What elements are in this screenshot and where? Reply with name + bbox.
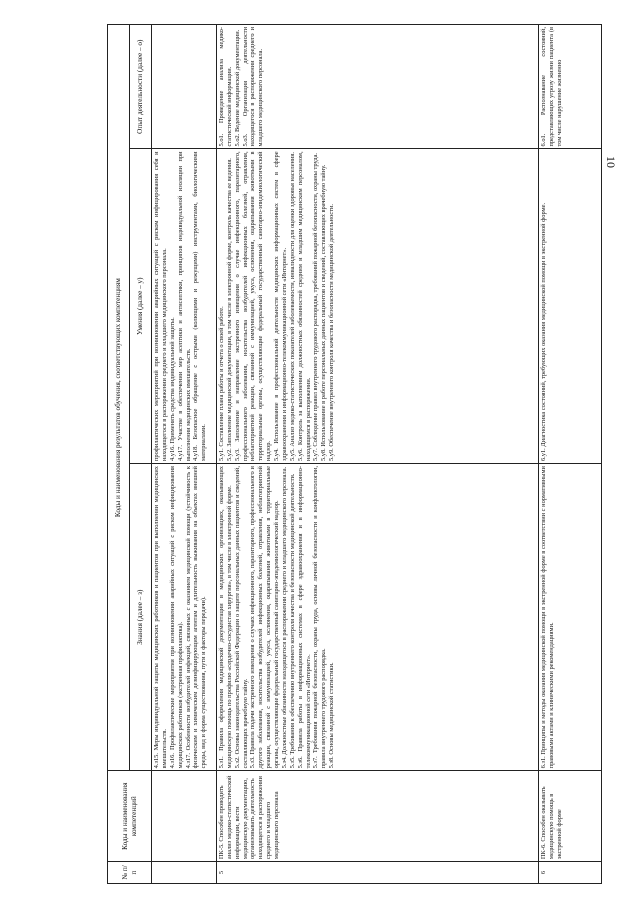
- result-item: 6.з1. Принципы и методы оказания медицинской помощи в экстренной форме в соответствии с нормативными правовыми актами и клиническими рекомендациями.: [540, 466, 556, 769]
- table-row: [216, 25, 538, 884]
- table-row: [152, 25, 217, 884]
- result-item: 6.о1. Распознавание состояний, представляющих угрозу жизни пациента (в том числе нарушение жизненно: [540, 27, 563, 147]
- result-item: 5.о1. Проведение анализа медико-статистической информации.: [217, 27, 233, 147]
- result-item: 4.з16. Профилактические мероприятия при возникновении аварийных ситуаций с риском инфицирования медицинских работников (экстренная профилактика).: [168, 466, 184, 769]
- result-item: 4.з15. Меры индивидуальной защиты медицинских работников и пациентов при выполнении медицинских вмешательств.: [153, 466, 168, 769]
- page-number: 10: [604, 156, 618, 168]
- skills-cell: [216, 149, 538, 464]
- row-number: [152, 862, 217, 884]
- result-item: 5.у2. Заполнение медицинской документации, в том числе в электронной форме, контроль качества ее ведения.: [225, 158, 233, 462]
- result-item: 4.у18. Безопасное обращение с острыми (колющими и режущими) инструментами, биологическими материалами.: [192, 151, 208, 462]
- result-item: 5.у1. Составление плана работы и отчета о своей работе.: [217, 306, 225, 462]
- header-knowledge: Знания (далее – з): [130, 464, 152, 771]
- result-item: 4.у16. Применять средства индивидуальной защиты.: [168, 317, 176, 462]
- experience-cell: [216, 25, 538, 149]
- result-item: 5.з7. Требования пожарной безопасности, охраны труда, основы личной безопасности и конфликтологии, правила внутреннего трудового распорядка.: [312, 466, 328, 769]
- result-item: 5.з5. Требования к обеспечению внутреннего контроля качества и безопасности медицинской деятельности.: [288, 473, 296, 769]
- header-skills: Умения (далее – у): [130, 149, 152, 464]
- result-item: 5.у5. Анализ медико-статистических показателей заболеваемости, инвалидности для оценки здоровья населения.: [288, 152, 296, 462]
- experience-cell: [152, 25, 217, 149]
- result-item: 5.у3. Заполнение и направление экстренного извещения о случае инфекционного, паразитарного, профессионального заболевания, носительства возбудителей инфекционных болезней, отравления, неблагоприятной реакции, связанной с иммунизацией, укуса, ослюнения, оцарапывания животными в территориальные органы, осуществляющие федеральный государственный санитарно-эпидемиологический надзор.: [233, 151, 273, 462]
- result-item: 5.з1. Правила оформления медицинской документации в медицинских организациях, оказывающих медицинскую помощь по профилю «сердечно-сосудистая хирургия», в том числе в электронной форме.: [217, 466, 233, 769]
- result-item: 5.з6. Правила работы в информационных системах в сфере здравоохранения и в информационно-телекоммуникационной сети «Интернет».: [296, 466, 312, 769]
- row-number: 6: [539, 862, 602, 884]
- result-item: 5.о3. Организация деятельности находящегося в распоряжении среднего и младшего медицинского персонала.: [241, 27, 265, 147]
- competency-cell: ПК-6. Способен оказывать медицинскую помощь в экстренной форме: [539, 771, 602, 862]
- result-item: 4.з17. Особенности возбудителей инфекций, связанных с оказанием медицинской помощи (устойчивость к физическим и химическим дезинфицирующим агентам и длительность выживания на объектах внешней среды, вид и форма существования, пути и факторы передачи).: [184, 466, 208, 769]
- result-item: 5.у4. Использование в профессиональной деятельности медицинских информационных систем в сфере здравоохранения и информационно-телекоммуникационной сети «Интернет».: [273, 151, 288, 462]
- result-item: 4.у17. Участие в обеспечении мер асептики и антисептики, принципов индивидуальной изоляции при выполнении медицинских вмешательств.: [176, 151, 192, 462]
- result-item: 5.у9. Обеспечение внутреннего контроля качества и безопасности медицинской деятельности.: [328, 204, 336, 462]
- header-no: № п/п: [108, 862, 152, 884]
- result-item: 5.у7. Соблюдение правил внутреннего трудового распорядка, требований пожарной безопасности, охраны труда.: [312, 152, 320, 462]
- table-row: [539, 25, 602, 884]
- result-item: 5.у8. Использование в работе персональных данных пациентов и сведений, составляющих врачебную тайну.: [320, 164, 328, 462]
- header-experience: Опыт деятельности (далее – о): [130, 25, 152, 149]
- skills-cell: [539, 149, 602, 464]
- competency-table: [107, 24, 602, 884]
- result-item: 5.з3. Правила подачи экстренного извещения о случаях инфекционного, паразитарного, профессионального и другого заболевания, носительства возбудителей инфекционных болезней, отравления, неблагоприятной реакции, связанной с иммунизацией, укуса, ослюнения, оцарапывания животными в территориальные органы, осуществляющие федеральный государственный санитарно-эпидемиологический надзор.: [249, 466, 280, 769]
- result-item: 6.у1. Диагностика состояний, требующих оказания медицинской помощи в экстренной форме.: [540, 202, 548, 462]
- result-item: 5.о2. Ведение медицинской документации.: [233, 29, 241, 147]
- result-item: 5.з2. Основы законодательства Российской Федерации о защите персональных данных пациентов и сведений, составляющих врачебную тайну.: [233, 466, 249, 769]
- competency-cell: [152, 771, 217, 862]
- result-item: 5.з8. Основы медицинской статистики.: [328, 662, 336, 769]
- header-codes: Коды и наименования компетенций: [108, 771, 152, 862]
- skills-cell: [152, 149, 217, 464]
- experience-cell: [539, 25, 602, 149]
- row-number: 5: [216, 862, 538, 884]
- competency-cell: ПК-5. Способен проводить анализ медико-статистической информации, вести медицинскую документацию, организовывать деятельность находящегося в распоряжении среднего и младшего медицинского персонала: [216, 771, 538, 862]
- header-group: Коды и наименования результатов обучения, соответствующих компетенциям: [108, 25, 130, 771]
- result-item: профилактических мероприятий при возникновении аварийных ситуаций с риском инфицирования себя и находящегося в распоряжении среднего и младшего медицинского персонала.: [153, 151, 168, 462]
- result-item: 5.з4. Должностные обязанности находящегося в распоряжении среднего и младшего медицинского персонала.: [280, 466, 288, 769]
- result-item: 5.у6. Контроль за выполнением должностных обязанностей средним и младшим медицинским персоналом, находящимся в распоряжении.: [296, 151, 312, 462]
- knowledge-cell: [216, 464, 538, 771]
- knowledge-cell: [539, 464, 602, 771]
- knowledge-cell: [152, 464, 217, 771]
- rotated-page: [107, 24, 602, 884]
